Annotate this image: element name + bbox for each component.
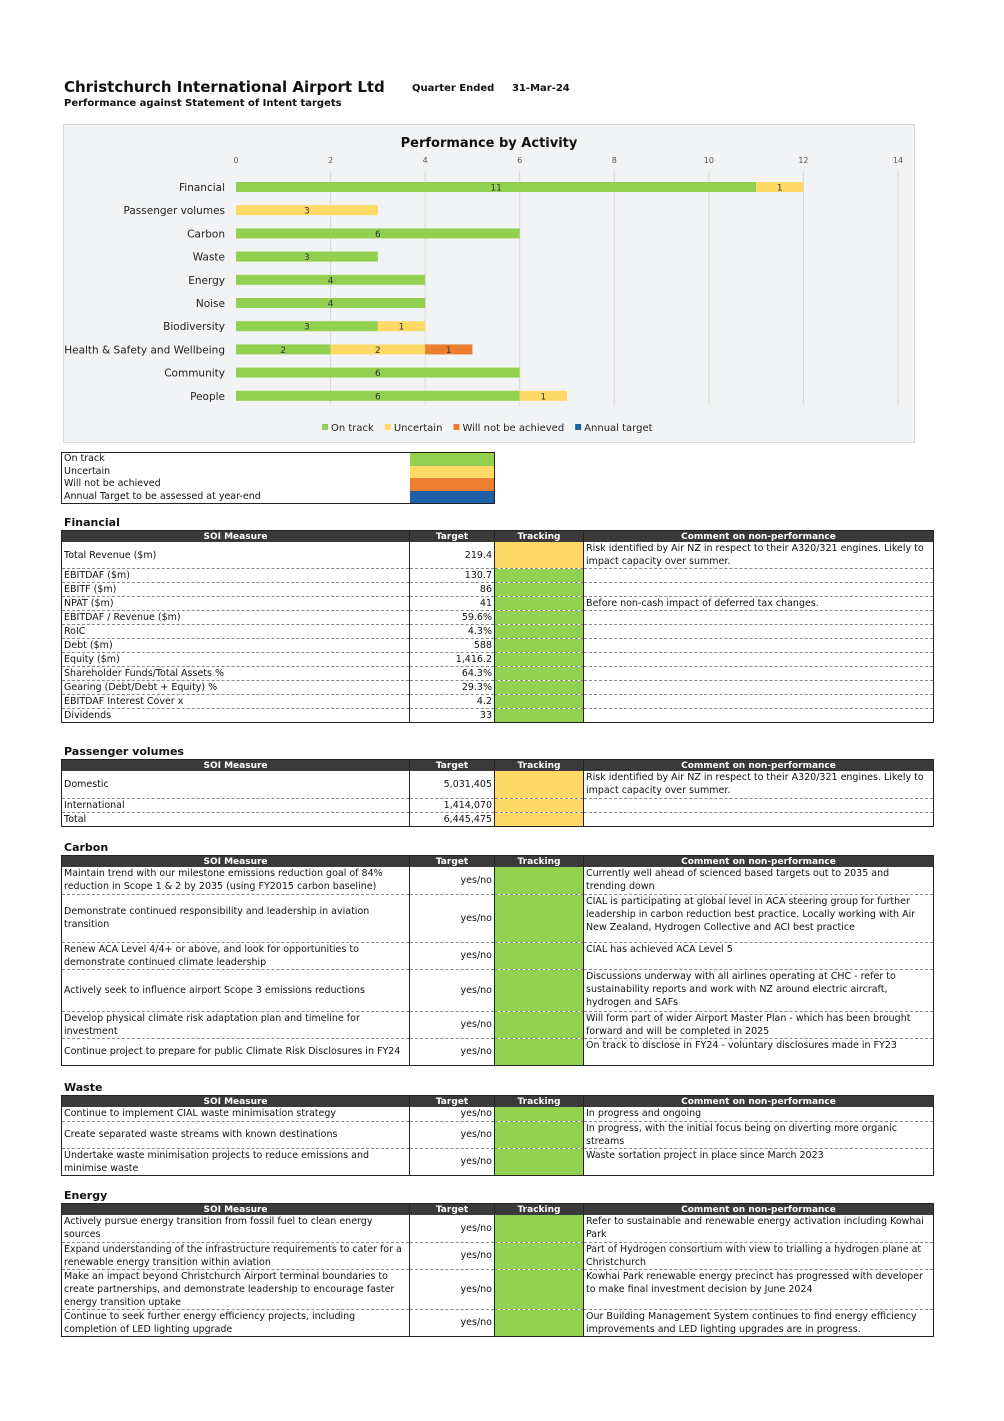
soi-measure: International [62,798,410,812]
x-tick-label: 8 [611,156,617,165]
category-label: Noise [195,298,225,310]
target-value: 588 [410,639,495,653]
data-label: 6 [374,369,381,380]
tracking-status-cell [495,681,584,695]
soi-measure: Equity ($m) [62,653,410,667]
comment: Currently well ahead of scienced based targets out to 2035 and trending down [584,867,934,894]
soi-measure: RoIC [62,625,410,639]
data-label: 3 [304,206,310,217]
table-row [62,798,934,812]
soi-measure: Continue to seek further energy efficiency projects, including completion of LED lighting upgrade [62,1309,410,1336]
data-label: 1 [776,183,783,194]
data-label: 3 [304,253,310,264]
comment: Refer to sustainable and renewable energy activation including Kowhai Park [584,1215,934,1242]
comment [584,583,934,597]
target-value: 5,031,405 [410,771,495,798]
category-label: Passenger volumes [123,205,225,218]
column-header-comment: Comment on non-performance [584,531,934,543]
legend-label: Will not be achieved [462,423,565,434]
status-legend [61,452,495,504]
soi-table-financial [61,530,934,723]
soi-measure: Undertake waste minimisation projects to reduce emissions and minimise waste [62,1148,410,1175]
table-row [62,1121,934,1148]
table-row [62,625,934,639]
header-title: Christchurch International Airport Ltd [64,78,385,96]
table-row [62,1011,934,1038]
soi-measure: Domestic [62,771,410,798]
data-label: 6 [374,229,381,240]
chart-svg [64,125,914,442]
x-tick-label: 14 [892,156,904,165]
comment: On track to disclose in FY24 - voluntary disclosures made in FY23 [584,1038,934,1065]
column-header-measure: SOI Measure [62,531,410,543]
soi-measure: Continue project to prepare for public Climate Risk Disclosures in FY24 [62,1038,410,1065]
comment: Risk identified by Air NZ in respect to their A320/321 engines. Likely to impact capacity over summer. [584,771,934,798]
comment: Part of Hydrogen consortium with view to trialling a hydrogen plane at Christchurch [584,1242,934,1269]
comment [584,569,934,583]
comment [584,709,934,723]
legend-swatch [410,491,494,504]
data-label: 2 [280,345,287,356]
column-header-tracking: Tracking [495,1204,584,1216]
quarter-label: Quarter Ended [412,83,495,94]
comment [584,695,934,709]
target-value: 1,416.2 [410,653,495,667]
section-title: Waste [64,1081,103,1094]
comment: Discussions underway with all airlines operating at CHC - refer to sustainability reports and work with NZ around electric aircraft, hydrogen and SAFs [584,969,934,1011]
soi-table-passenger-volumes [61,759,934,827]
table-row [62,812,934,826]
table-row [62,894,934,942]
soi-measure: EBITF ($m) [62,583,410,597]
column-header-target: Target [410,1204,495,1216]
section-title: Financial [64,516,120,529]
category-label: Biodiversity [163,321,225,334]
tracking-status-cell [495,1242,584,1269]
soi-measure: Actively seek to influence airport Scope 3 emissions reductions [62,969,410,1011]
x-tick-label: 10 [703,156,714,165]
legend-swatch [322,424,328,430]
comment: CIAL has achieved ACA Level 5 [584,942,934,969]
column-header-tracking: Tracking [495,856,584,868]
target-value: 4.2 [410,695,495,709]
legend-swatch [410,478,494,491]
comment: In progress and ongoing [584,1107,934,1121]
target-value: yes/no [410,867,495,894]
tracking-status-cell [495,542,584,569]
table-row [62,1309,934,1336]
target-value: yes/no [410,1269,495,1309]
data-label: 1 [398,322,405,333]
data-label: 6 [374,392,381,403]
table-header-row [62,1204,934,1216]
column-header-measure: SOI Measure [62,856,410,868]
x-tick-label: 6 [517,156,523,165]
soi-measure: Create separated waste streams with known destinations [62,1121,410,1148]
performance-chart [63,124,915,443]
legend-label: Uncertain [393,423,443,434]
table-row [62,1269,934,1309]
column-header-comment: Comment on non-performance [584,1096,934,1108]
table-header-row [62,531,934,543]
soi-measure: Demonstrate continued responsibility and leadership in aviation transition [62,894,410,942]
table-row [62,942,934,969]
legend-swatch [385,424,391,430]
soi-measure: Develop physical climate risk adaptation plan and timeline for investment [62,1011,410,1038]
tracking-status-cell [495,611,584,625]
legend-row [62,478,494,491]
comment [584,639,934,653]
soi-measure: Total Revenue ($m) [62,542,410,569]
comment [584,798,934,812]
comment: CIAL is participating at global level in ACA steering group for further leadership in carbon reduction best practice. Locally working with Air New Zealand, Hydrogen Collective and ACI best practice [584,894,934,942]
soi-measure: Actively pursue energy transition from fossil fuel to clean energy sources [62,1215,410,1242]
target-value: 41 [410,597,495,611]
legend-swatch [410,453,494,466]
legend-text: Uncertain [64,465,111,477]
column-header-target: Target [410,531,495,543]
category-label: Energy [188,274,225,287]
category-label: Community [164,367,225,380]
tracking-status-cell [495,695,584,709]
table-row [62,969,934,1011]
column-header-tracking: Tracking [495,760,584,772]
comment [584,812,934,826]
soi-measure: Shareholder Funds/Total Assets % [62,667,410,681]
category-label: Financial [179,182,225,194]
target-value: 4.3% [410,625,495,639]
soi-measure: EBITDAF Interest Cover x [62,695,410,709]
table-row [62,569,934,583]
target-value: 1,414,070 [410,798,495,812]
table-row [62,597,934,611]
legend-swatch [453,424,459,430]
column-header-tracking: Tracking [495,1096,584,1108]
column-header-measure: SOI Measure [62,1096,410,1108]
legend-text: Will not be achieved [64,478,161,489]
tracking-status-cell [495,894,584,942]
soi-measure: Continue to implement CIAL waste minimisation strategy [62,1107,410,1121]
target-value: yes/no [410,969,495,1011]
target-value: 29.3% [410,681,495,695]
soi-measure: Expand understanding of the infrastructure requirements to cater for a renewable energy transition within aviation [62,1242,410,1269]
table-row [62,653,934,667]
header-subtitle: Performance against Statement of Intent targets [64,98,342,109]
target-value: 6,445,475 [410,812,495,826]
data-label: 2 [374,345,381,356]
target-value: yes/no [410,1038,495,1065]
table-row [62,771,934,798]
target-value: yes/no [410,1121,495,1148]
table-row [62,695,934,709]
target-value: 64.3% [410,667,495,681]
soi-measure: Debt ($m) [62,639,410,653]
table-row [62,639,934,653]
comment: Waste sortation project in place since March 2023 [584,1148,934,1175]
table-header-row [62,856,934,868]
category-label: Carbon [187,228,225,241]
target-value: yes/no [410,1148,495,1175]
tracking-status-cell [495,653,584,667]
tracking-status-cell [495,1309,584,1336]
target-value: yes/no [410,1011,495,1038]
soi-measure: Make an impact beyond Christchurch Airport terminal boundaries to create partnerships, and demonstrate leadership to encourage faster energy transition uptake [62,1269,410,1309]
table-row [62,1242,934,1269]
comment: Our Building Management System continues to find energy efficiency improvements and LED lighting upgrades are in progress. [584,1309,934,1336]
target-value: yes/no [410,1242,495,1269]
tracking-status-cell [495,771,584,798]
comment: Before non-cash impact of deferred tax changes. [584,597,934,611]
table-row [62,542,934,569]
legend-row [62,491,494,504]
data-label: 4 [327,276,334,287]
tracking-status-cell [495,1011,584,1038]
data-label: 3 [304,322,310,333]
tracking-status-cell [495,867,584,894]
soi-measure: NPAT ($m) [62,597,410,611]
category-label: People [190,390,225,403]
target-value: 59.6% [410,611,495,625]
tracking-status-cell [495,1215,584,1242]
tracking-status-cell [495,1107,584,1121]
legend-label: On track [331,423,374,434]
legend-row [62,453,494,466]
target-value: 130.7 [410,569,495,583]
legend-swatch [410,466,494,479]
table-row [62,583,934,597]
tracking-status-cell [495,1121,584,1148]
column-header-target: Target [410,760,495,772]
section-title: Energy [64,1189,108,1202]
table-row [62,681,934,695]
target-value: yes/no [410,1107,495,1121]
column-header-measure: SOI Measure [62,1204,410,1216]
category-label: Health & Safety and Wellbeing [64,344,225,357]
soi-measure: Dividends [62,709,410,723]
comment [584,667,934,681]
comment: In progress, with the initial focus being on diverting more organic streams [584,1121,934,1148]
tracking-status-cell [495,639,584,653]
soi-measure: Maintain trend with our milestone emissions reduction goal of 84% reduction in Scope 1 & 2 by 2035 (using FY2015 carbon baseline) [62,867,410,894]
column-header-measure: SOI Measure [62,760,410,772]
table-row [62,1038,934,1065]
soi-table-carbon [61,855,934,1066]
legend-row [62,466,494,479]
soi-table-energy [61,1203,934,1337]
tracking-status-cell [495,1269,584,1309]
tracking-status-cell [495,812,584,826]
table-row [62,611,934,625]
column-header-comment: Comment on non-performance [584,760,934,772]
comment [584,611,934,625]
table-row [62,867,934,894]
target-value: 86 [410,583,495,597]
data-label: 4 [327,299,334,310]
category-label: Waste [192,251,225,264]
comment [584,653,934,667]
comment: Kowhai Park renewable energy precinct has progressed with developer to make final investment decision by June 2024 [584,1269,934,1309]
column-header-comment: Comment on non-performance [584,856,934,868]
x-tick-label: 2 [328,156,334,165]
tracking-status-cell [495,1148,584,1175]
table-row [62,1148,934,1175]
tracking-status-cell [495,569,584,583]
soi-measure: Renew ACA Level 4/4+ or above, and look for opportunities to demonstrate continued climate leadership [62,942,410,969]
comment [584,681,934,695]
x-tick-label: 4 [422,156,428,165]
tracking-status-cell [495,969,584,1011]
soi-measure: EBITDAF / Revenue ($m) [62,611,410,625]
comment [584,625,934,639]
table-row [62,1215,934,1242]
target-value: 219.4 [410,542,495,569]
column-header-target: Target [410,856,495,868]
soi-table-waste [61,1095,934,1176]
quarter-date: 31-Mar-24 [512,83,570,94]
tracking-status-cell [495,583,584,597]
tracking-status-cell [495,625,584,639]
comment: Will form part of wider Airport Master Plan - which has been brought forward and will be completed in 2025 [584,1011,934,1038]
legend-swatch [575,424,581,430]
legend-text: Annual Target to be assessed at year-end [64,490,261,502]
chart-title: Performance by Activity [400,136,578,151]
table-header-row [62,760,934,772]
tracking-status-cell [495,942,584,969]
table-row [62,1107,934,1121]
data-label: 11 [490,183,502,194]
soi-measure: EBITDAF ($m) [62,569,410,583]
x-tick-label: 12 [798,156,809,165]
section-title: Passenger volumes [64,745,184,758]
target-value: yes/no [410,1309,495,1336]
column-header-target: Target [410,1096,495,1108]
table-row [62,709,934,723]
target-value: yes/no [410,942,495,969]
table-header-row [62,1096,934,1108]
tracking-status-cell [495,667,584,681]
section-title: Carbon [64,841,109,854]
legend-text: On track [64,453,105,464]
tracking-status-cell [495,1038,584,1065]
soi-measure: Total [62,812,410,826]
comment: Risk identified by Air NZ in respect to their A320/321 engines. Likely to impact capacity over summer. [584,542,934,569]
x-tick-label: 0 [233,156,239,165]
target-value: yes/no [410,1215,495,1242]
tracking-status-cell [495,597,584,611]
column-header-tracking: Tracking [495,531,584,543]
tracking-status-cell [495,709,584,723]
data-label: 1 [540,392,547,403]
tracking-status-cell [495,798,584,812]
data-label: 1 [445,345,452,356]
soi-measure: Gearing (Debt/Debt + Equity) % [62,681,410,695]
legend-label: Annual target [584,423,653,434]
target-value: 33 [410,709,495,723]
column-header-comment: Comment on non-performance [584,1204,934,1216]
table-row [62,667,934,681]
target-value: yes/no [410,894,495,942]
